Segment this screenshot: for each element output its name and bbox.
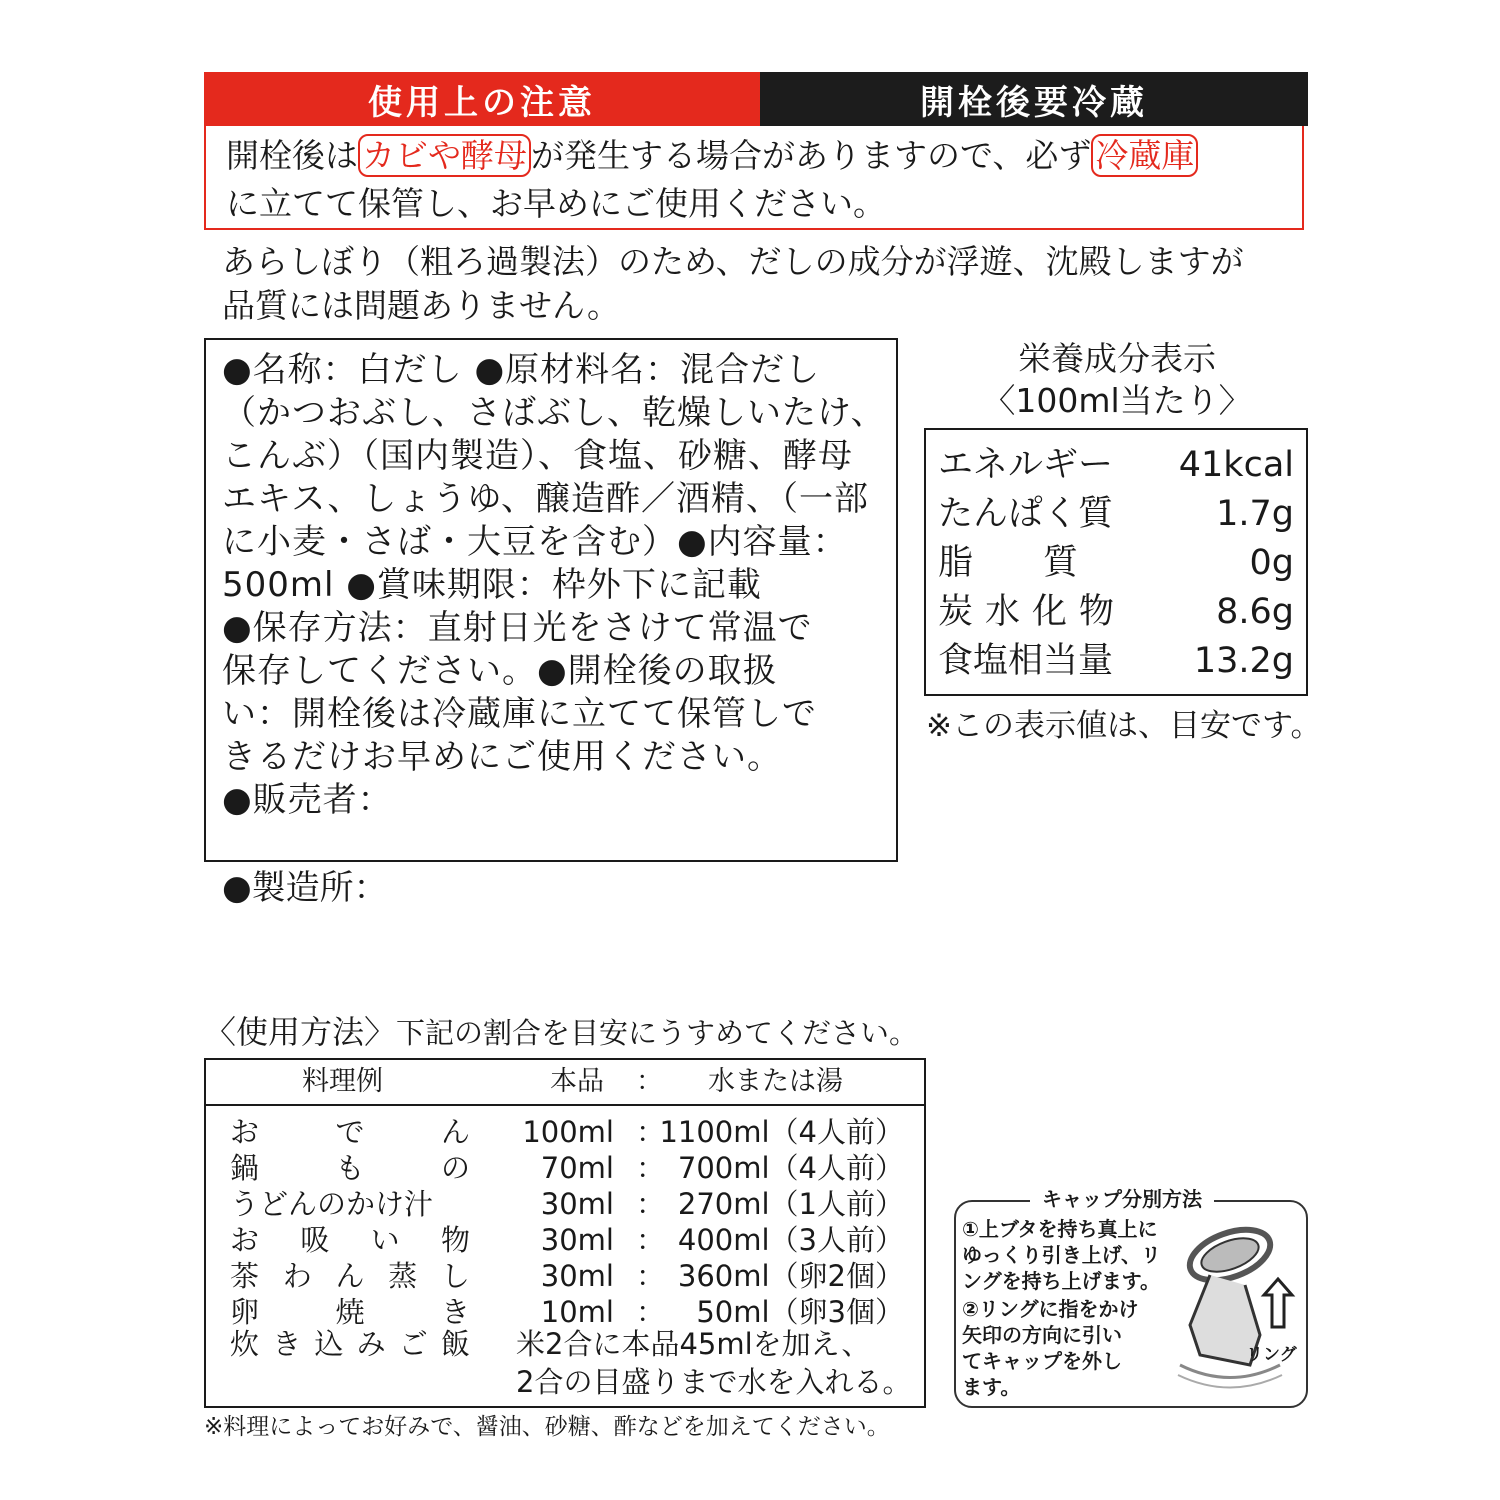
product-amount: 70ml xyxy=(540,1151,614,1185)
table-row: 炊 き 込 み ご 飯 米2合に本品45mlを加え、 xyxy=(230,1327,871,1361)
nutrition-per: 〈100ml当たり〉 xyxy=(982,381,1252,420)
water-amount: 700ml（4人前） xyxy=(677,1151,904,1185)
ratio-colon: ： xyxy=(636,1259,666,1293)
highlight-fridge: 冷蔵庫 xyxy=(1091,134,1198,177)
table-row xyxy=(206,1150,924,1186)
label-line: に小麦・さば・大豆を含む）●内容量： xyxy=(222,522,848,562)
label-line: きるだけお早めにご使用ください。 xyxy=(222,737,782,777)
dish-name: 炊 き 込 み ご 飯 xyxy=(230,1327,470,1361)
warning-box xyxy=(204,126,1304,230)
label-line: ●保存方法：直射日光をさけて常温で xyxy=(222,608,813,648)
header-dish: 料理例 xyxy=(302,1066,383,1097)
highlight-mold: カビや酵母 xyxy=(358,134,531,177)
label-line: エキス、しょうゆ、醸造酢／酒精、（一部 xyxy=(222,479,869,519)
product-label-box xyxy=(204,338,898,862)
product-amount: 10ml xyxy=(540,1295,614,1329)
product-amount: 30ml xyxy=(540,1187,614,1221)
nutrition-row: 炭水化物 8.6g xyxy=(938,592,1294,632)
nutrition-table xyxy=(924,428,1308,696)
cap-line: ングを持ち上げます。 xyxy=(962,1269,1160,1293)
refrigerate-header: 開栓後要冷蔵 xyxy=(760,72,1308,126)
dish-name: 卵 焼 き xyxy=(230,1295,470,1329)
label-line: ●販売者： xyxy=(222,780,393,820)
table-row xyxy=(206,1258,924,1294)
warning-line-1: 開栓後は カビや酵母 が発生する場合がありますので、必ず 冷蔵庫 xyxy=(226,136,1198,176)
table-row xyxy=(206,1222,924,1258)
label-line: 保存してください。●開栓後の取扱 xyxy=(222,651,778,691)
ratio-colon: ： xyxy=(636,1187,666,1221)
water-amount: 50ml（卵3個） xyxy=(696,1295,904,1329)
usage-note: ※料理によってお好みで、醤油、砂糖、酢などを加えてください。 xyxy=(204,1414,890,1440)
nutrition-note: ※この表示値は、目安です。 xyxy=(926,708,1322,744)
table-row xyxy=(206,1186,924,1222)
nutrition-row: エネルギー 41kcal xyxy=(938,445,1294,485)
header-product: 本品 xyxy=(550,1066,604,1097)
nutrition-row: 脂 質 0g xyxy=(938,543,1294,583)
nutrition-row: たんぱく質 1.7g xyxy=(938,494,1294,534)
cap-line: てキャップを外し xyxy=(962,1349,1122,1373)
dish-name: うどんのかけ汁 xyxy=(230,1187,434,1221)
label-line: い：開栓後は冷蔵庫に立てて保管しで xyxy=(222,694,817,734)
dish-name: お 吸 い 物 xyxy=(230,1223,470,1257)
water-amount: 1100ml（4人前） xyxy=(659,1115,904,1149)
nutrition-row: 食塩相当量 13.2g xyxy=(938,641,1294,681)
cap-line: ます。 xyxy=(962,1375,1021,1399)
cap-title: キャップ分別方法 xyxy=(1030,1184,1214,1214)
header-water: 水または湯 xyxy=(708,1066,843,1097)
header-colon: ： xyxy=(636,1066,663,1097)
note-line-2: 品質には問題ありません。 xyxy=(222,286,620,325)
header-rule xyxy=(206,1104,924,1106)
nutrition-title: 栄養成分表示 xyxy=(1018,339,1216,378)
label-line: ●名称：白だし ●原材料名：混合だし xyxy=(222,350,821,390)
product-amount: 100ml xyxy=(522,1115,614,1149)
dish-name: 茶 わ ん 蒸 し xyxy=(230,1259,470,1293)
warning-line-2: に立てて保管し、お早めにご使用ください。 xyxy=(226,184,886,223)
water-amount: 270ml（1人前） xyxy=(677,1187,904,1221)
water-amount: 360ml（卵2個） xyxy=(677,1259,904,1293)
ratio-colon: ： xyxy=(636,1151,666,1185)
table-row xyxy=(206,1114,924,1150)
usage-table xyxy=(204,1058,926,1408)
cap-line: ゆっくり引き上げ、リ xyxy=(962,1243,1161,1267)
ratio-colon: ： xyxy=(636,1295,666,1329)
cap-line: ②リングに指をかけ xyxy=(962,1297,1139,1321)
table-row: 2合の目盛りまで水を入れる。 xyxy=(516,1365,912,1399)
ratio-colon: ： xyxy=(636,1115,666,1149)
label-line: 500ml ●賞味期限：枠外下に記載 xyxy=(222,565,762,605)
dish-name: 鍋 も の xyxy=(230,1151,470,1185)
table-row xyxy=(206,1294,924,1330)
water-amount: 400ml（3人前） xyxy=(677,1223,904,1257)
note-line-1: あらしぼり（粗ろ過製法）のため、だしの成分が浮遊、沈殿しますが xyxy=(222,242,1244,281)
cap-line: 矢印の方向に引い xyxy=(962,1323,1122,1347)
product-amount: 30ml xyxy=(540,1259,614,1293)
label-line: こんぶ）（国内製造）、食塩、砂糖、酵母 xyxy=(222,436,853,476)
ring-label: リング xyxy=(1246,1345,1297,1365)
usage-title: 〈使用方法〉下記の割合を目安にうすめてください。 xyxy=(204,1013,919,1051)
label-line: （かつおぶし、さばぶし、乾燥しいたけ、 xyxy=(222,393,886,433)
maker-line: ●製造所： xyxy=(222,868,388,908)
dish-name: お で ん xyxy=(230,1115,470,1149)
ratio-colon: ： xyxy=(636,1223,666,1257)
caution-header: 使用上の注意 xyxy=(204,72,760,126)
cap-line: ①上ブタを持ち真上に xyxy=(962,1217,1158,1241)
product-amount: 30ml xyxy=(540,1223,614,1257)
